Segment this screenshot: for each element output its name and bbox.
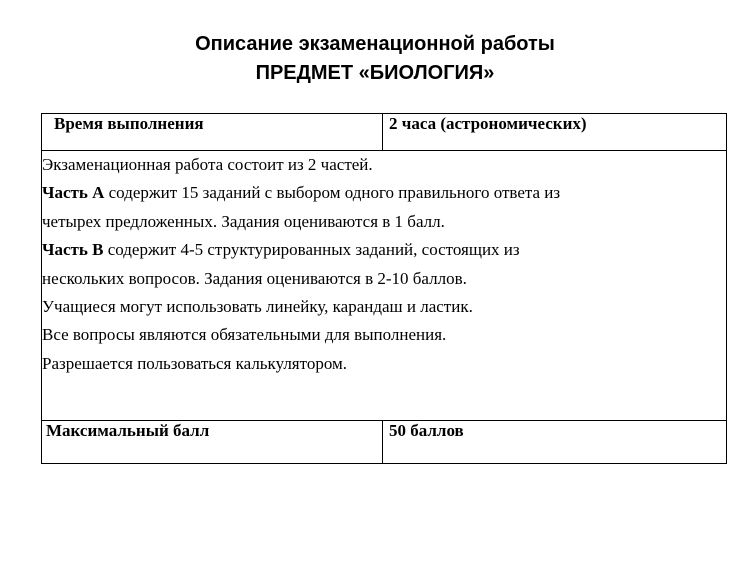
description-cell — [42, 151, 727, 421]
calculator-line: Разрешается пользоваться калькулятором. — [42, 353, 348, 373]
part-a-line-1 — [42, 179, 726, 207]
time-value-cell: 2 часа (астрономических) — [383, 114, 727, 151]
title-line-1: Описание экзаменационной работы — [195, 33, 555, 55]
description-intro: Экзаменационная работа состоит из 2 частей. — [42, 155, 373, 174]
part-b-line-2: нескольких вопросов. Задания оцениваются в 2-10 баллов. — [42, 268, 467, 288]
part-a-label: Часть А — [42, 183, 105, 203]
time-label-cell: Время выполнения — [42, 114, 383, 151]
part-a-line-2: четырех предложенных. Задания оцениваются в 1 балл. — [42, 211, 445, 231]
tools-line: Учащиеся могут использовать линейку, карандаш и ластик. — [42, 297, 473, 317]
table-row-description — [42, 151, 727, 421]
part-b-label: Часть В — [42, 240, 104, 260]
part-a-text-1: содержит 15 заданий с выбором одного правильного ответа из — [104, 183, 561, 203]
mandatory-line: Все вопросы являются обязательными для выполнения. — [42, 325, 447, 345]
page-title — [0, 30, 750, 88]
exam-description-table — [41, 113, 727, 464]
table-row-time — [42, 114, 727, 151]
max-value-cell: 50 баллов — [383, 421, 727, 464]
table-row-max-score — [42, 421, 727, 464]
part-b-text-1: содержит 4-5 структурированных заданий, состоящих из — [103, 240, 520, 260]
title-line-2: ПРЕДМЕТ «БИОЛОГИЯ» — [255, 62, 495, 84]
part-b-line-1 — [42, 236, 726, 264]
max-label-cell: Максимальный балл — [42, 421, 383, 464]
